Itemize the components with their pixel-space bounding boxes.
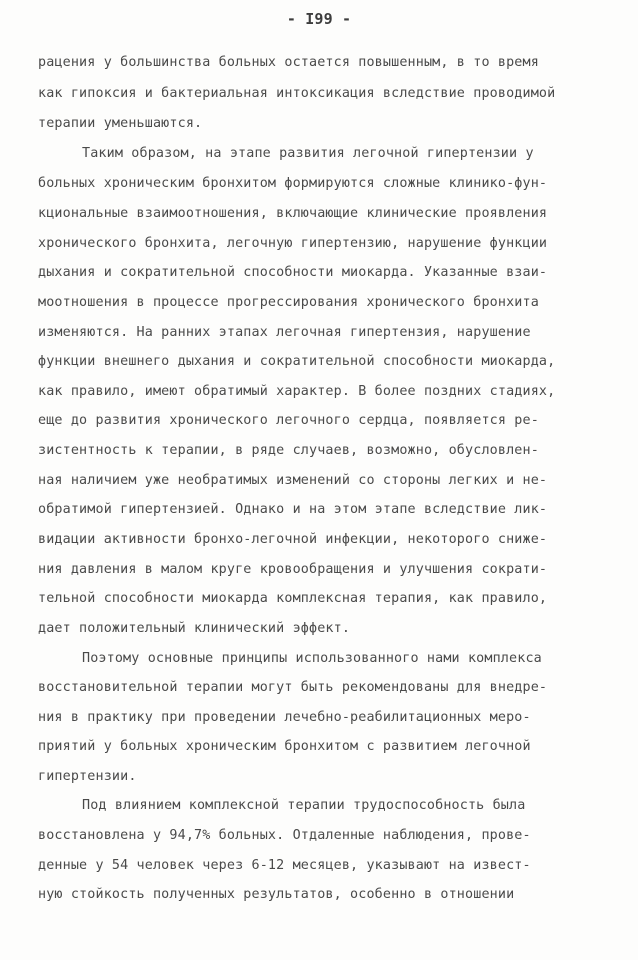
text-line: терапии уменьшаются. (38, 116, 203, 131)
text-line: восстановительной терапии могут быть рекомендованы для внедре- (38, 680, 548, 695)
page-number: - I99 - (286, 10, 352, 28)
text-line: ную стойкость полученных результатов, особенно в отношении (38, 887, 515, 902)
text-line: зистентность к терапии, в ряде случаев, возможно, обусловлен- (38, 443, 539, 458)
text-line: моотношения в процессе прогрессирования хронического бронхита (38, 295, 539, 310)
text-line: функции внешнего дыхания и сократительной способности миокарда, (38, 354, 556, 369)
text-line: еще до развития хронического легочного сердца, появляется ре- (38, 413, 539, 428)
text-line: денные у 54 человек через 6-12 месяцев, указывают на извест- (38, 858, 531, 873)
text-line: восстановлена у 94,7% больных. Отдаленные наблюдения, прове- (38, 828, 531, 843)
text-line: как правило, имеют обратимый характер. В более поздних стадиях, (38, 384, 556, 399)
text-line: рацения у большинства больных остается повышенным, в то время (38, 55, 539, 70)
text-line: как гипоксия и бактериальная интоксикация вследствие проводимой (38, 86, 556, 101)
text-line: больных хроническим бронхитом формируются сложные клинико-фун- (38, 176, 548, 191)
text-line: гипертензии. (38, 769, 137, 784)
text-line: хронического бронхита, легочную гипертензию, нарушение функции (38, 236, 548, 251)
text-line: тельной способности миокарда комплексная терапия, как правило, (38, 591, 548, 606)
text-line: обратимой гипертензией. Однако и на этом этапе вследствие лик- (38, 502, 548, 517)
text-line: приятий у больных хроническим бронхитом с развитием легочной (38, 739, 531, 754)
paragraph-first-line: Таким образом, на этапе развития легочной гипертензии у (82, 146, 534, 161)
paragraph-first-line: Поэтому основные принципы использованного нами комплекса (82, 651, 542, 666)
text-line: дает положительный клинический эффект. (38, 621, 351, 636)
paragraph-first-line: Под влиянием комплексной терапии трудоспособность была (82, 798, 526, 813)
text-line: видации активности бронхо-легочной инфекции, некоторого сниже- (38, 532, 548, 547)
text-line: дыхания и сократительной способности миокарда. Указанные взаи- (38, 265, 548, 280)
text-line: кциональные взаимоотношения, включающие клинические проявления (38, 206, 548, 221)
text-line: ния давления в малом круге кровообращения и улучшения сократи- (38, 562, 548, 577)
text-line: ния в практику при проведении лечебно-реабилитационных меро- (38, 710, 531, 725)
text-line: изменяются. На ранних этапах легочная гипертензия, нарушение (38, 325, 531, 340)
text-line: ная наличием уже необратимых изменений со стороны легких и не- (38, 473, 548, 488)
